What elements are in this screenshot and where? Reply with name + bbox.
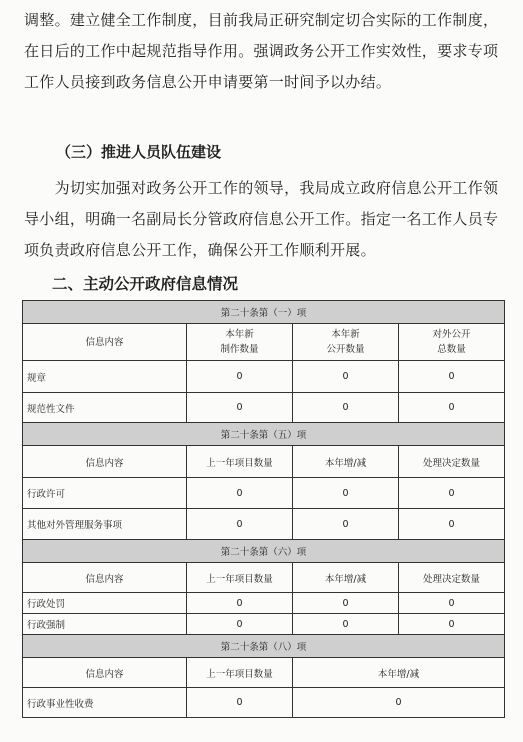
- column-header: 本年新 制作数量: [187, 324, 293, 361]
- cell-value: 0: [399, 393, 505, 423]
- cell-value: 0: [187, 478, 293, 509]
- column-header: 本年增/减: [293, 658, 505, 688]
- column-header: 信息内容: [23, 324, 187, 361]
- table-section-header: [23, 635, 505, 658]
- section-title: 第二十条第（一）项: [23, 301, 505, 324]
- section-heading-proactive-disclosure: 二、主动公开政府信息情况: [52, 275, 239, 293]
- cell-value: 0: [293, 614, 399, 635]
- section-heading-staffing: （三）推进人员队伍建设: [56, 143, 222, 161]
- table-row: [23, 509, 505, 540]
- row-label: 行政处罚: [23, 593, 187, 614]
- column-header: 对外公开 总数量: [399, 324, 505, 361]
- table-row: [23, 393, 505, 423]
- cell-value: 0: [399, 509, 505, 540]
- column-header: 处理决定数量: [399, 563, 505, 593]
- table-section-header: [23, 423, 505, 446]
- cell-value: 0: [187, 688, 293, 718]
- row-label: 行政许可: [23, 478, 187, 509]
- column-header: 上一年项目数量: [187, 658, 293, 688]
- table-header-row: [23, 446, 505, 478]
- row-label: 规章: [23, 361, 187, 393]
- cell-value: 0: [293, 509, 399, 540]
- paragraph-work-system: 调整。建立健全工作制度，目前我局正研究制定切合实际的工作制度，在日后的工作中起规范指导作用。强调政务公开工作实效性，要求专项工作人员接到政务信息公开申请要第一时间予以办结。: [24, 11, 499, 91]
- table-section-header: [23, 540, 505, 563]
- table-header-row: [23, 658, 505, 688]
- cell-value: 0: [399, 361, 505, 393]
- cell-value: 0: [187, 393, 293, 423]
- row-label: 规范性文件: [23, 393, 187, 423]
- table-row: [23, 614, 505, 635]
- column-header: 本年增/减: [293, 563, 399, 593]
- cell-value: 0: [293, 593, 399, 614]
- table-row: [23, 688, 505, 718]
- cell-value: 0: [187, 614, 293, 635]
- column-header: 信息内容: [23, 563, 187, 593]
- cell-value: 0: [187, 361, 293, 393]
- column-header: 信息内容: [23, 658, 187, 688]
- row-label: 行政事业性收费: [23, 688, 187, 718]
- column-header: 上一年项目数量: [187, 446, 293, 478]
- column-header: 本年新 公开数量: [293, 324, 399, 361]
- cell-value: 0: [293, 688, 505, 718]
- section-title: 第二十条第（八）项: [23, 635, 505, 658]
- section-title: 第二十条第（五）项: [23, 423, 505, 446]
- cell-value: 0: [187, 509, 293, 540]
- cell-value: 0: [293, 393, 399, 423]
- row-label: 行政强制: [23, 614, 187, 635]
- table-header-row: [23, 324, 505, 361]
- column-header: 信息内容: [23, 446, 187, 478]
- column-header: 上一年项目数量: [187, 563, 293, 593]
- disclosure-table: [22, 300, 505, 718]
- cell-value: 0: [187, 593, 293, 614]
- table-row: [23, 593, 505, 614]
- cell-value: 0: [399, 478, 505, 509]
- table-section-header: [23, 301, 505, 324]
- column-header: 本年增/减: [293, 446, 399, 478]
- table-header-row: [23, 563, 505, 593]
- cell-value: 0: [293, 478, 399, 509]
- cell-value: 0: [399, 593, 505, 614]
- cell-value: 0: [399, 614, 505, 635]
- table-row: [23, 361, 505, 393]
- row-label: 其他对外管理服务事项: [23, 509, 187, 540]
- table-row: [23, 478, 505, 509]
- cell-value: 0: [293, 361, 399, 393]
- paragraph-staffing: 为切实加强对政务公开工作的领导，我局成立政府信息公开工作领导小组，明确一名副局长分管政府信息公开工作。指定一名工作人员专项负责政府信息公开工作，确保公开工作顺利开展。: [24, 179, 499, 259]
- column-header: 处理决定数量: [399, 446, 505, 478]
- section-title: 第二十条第（六）项: [23, 540, 505, 563]
